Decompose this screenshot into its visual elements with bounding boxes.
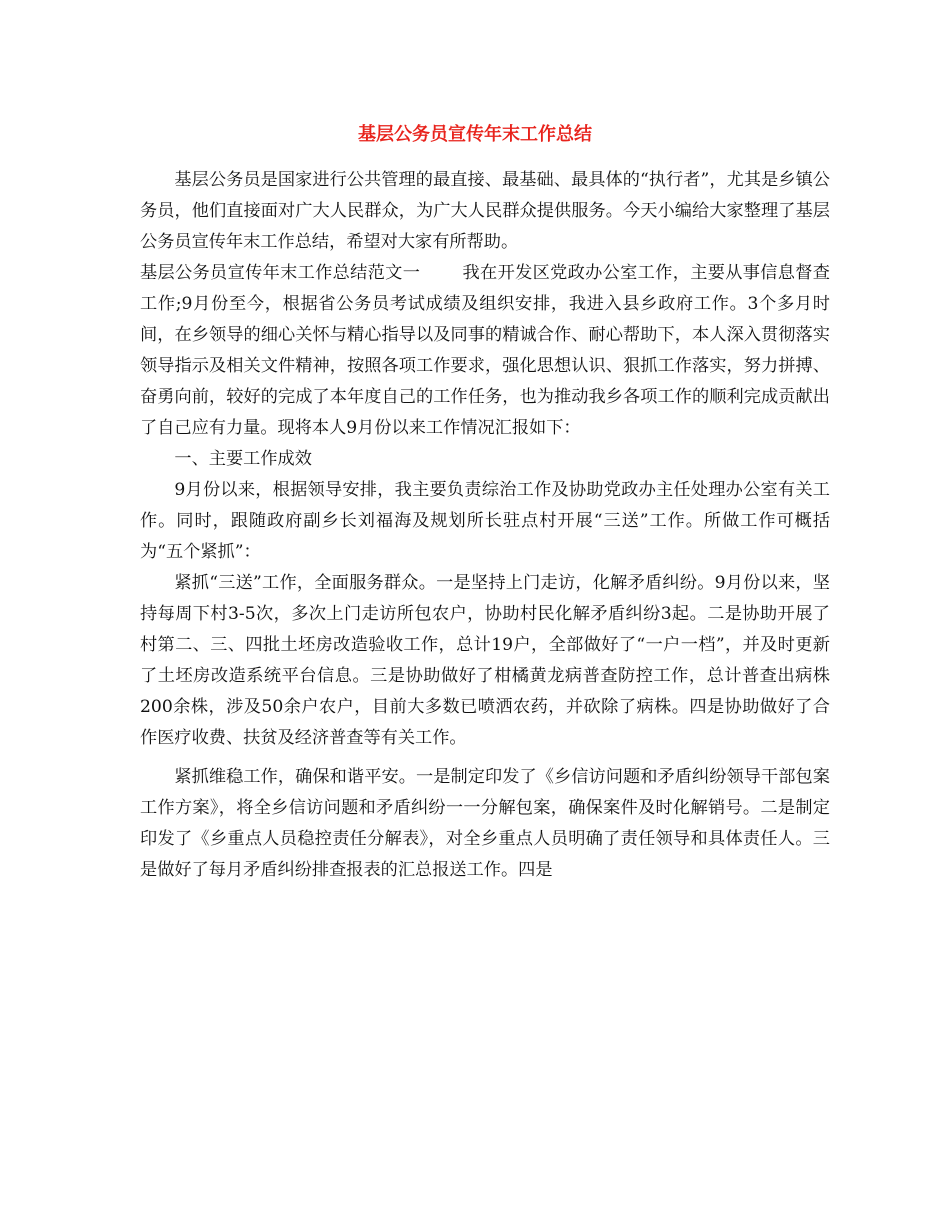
section-heading-1: 一、主要工作成效	[174, 449, 312, 469]
section-1-paragraph: 9月份以来，根据领导安排，我主要负责综治工作及协助党政办主任处理办公室有关工作。同时，跟随政府副乡长刘福海及规划所长驻点村开展“三送”工作。所做工作可概括为“五个紧抓”：	[140, 480, 830, 562]
sample-heading: 基层公务员宣传年末工作总结范文一	[140, 263, 421, 283]
sample-text: 我在开发区党政办公室工作，主要从事信息督查工作;9月份至今，根据省公务员考试成绩及组织安排，我进入县乡政府工作。3个多月时间，在乡领导的细心关怀与精心指导以及同事的精诚合作、耐心帮助下，本人深入贯彻落实领导指示及相关文件精神，按照各项工作要求，强化思想认识、狠抓工作落实，努力拼搏、奋勇向前，较好的完成了本年度自己的工作任务，也为推动我乡各项工作的顺利完成贡献出了自己应有力量。现将本人9月份以来工作情况汇报如下：	[140, 263, 830, 438]
document-body	[140, 165, 830, 886]
point-1-paragraph: 紧抓“三送”工作，全面服务群众。一是坚持上门走访，化解矛盾纠纷。9月份以来，坚持每周下村3-5次，多次上门走访所包农户，协助村民化解矛盾纠纷3起。二是协助开展了村第二、三、四批土坯房改造验收工作，总计19户，全部做好了“一户一档”，并及时更新了土坯房改造系统平台信息。三是协助做好了柑橘黄龙病普查防控工作，总计普查出病株200余株，涉及50余户农户，目前大多数已喷洒农药，并砍除了病株。四是协助做好了合作医疗收费、扶贫及经济普查等有关工作。	[140, 573, 830, 748]
page-title: 基层公务员宣传年末工作总结	[358, 124, 592, 145]
intro-paragraph: 基层公务员是国家进行公共管理的最直接、最基础、最具体的“执行者”，尤其是乡镇公务员，他们直接面对广大人民群众，为广大人民群众提供服务。今天小编给大家整理了基层公务员宣传年末工作总结，希望对大家有所帮助。	[140, 170, 830, 252]
point-2-paragraph: 紧抓维稳工作，确保和谐平安。一是制定印发了《乡信访问题和矛盾纠纷领导干部包案工作方案》，将全乡信访问题和矛盾纠纷一一分解包案，确保案件及时化解销号。二是制定印发了《乡重点人员稳控责任分解表》，对全乡重点人员明确了责任领导和具体责任人。三是做好了每月矛盾纠纷排查报表的汇总报送工作。四是	[140, 767, 830, 880]
sample-paragraph	[140, 258, 830, 444]
